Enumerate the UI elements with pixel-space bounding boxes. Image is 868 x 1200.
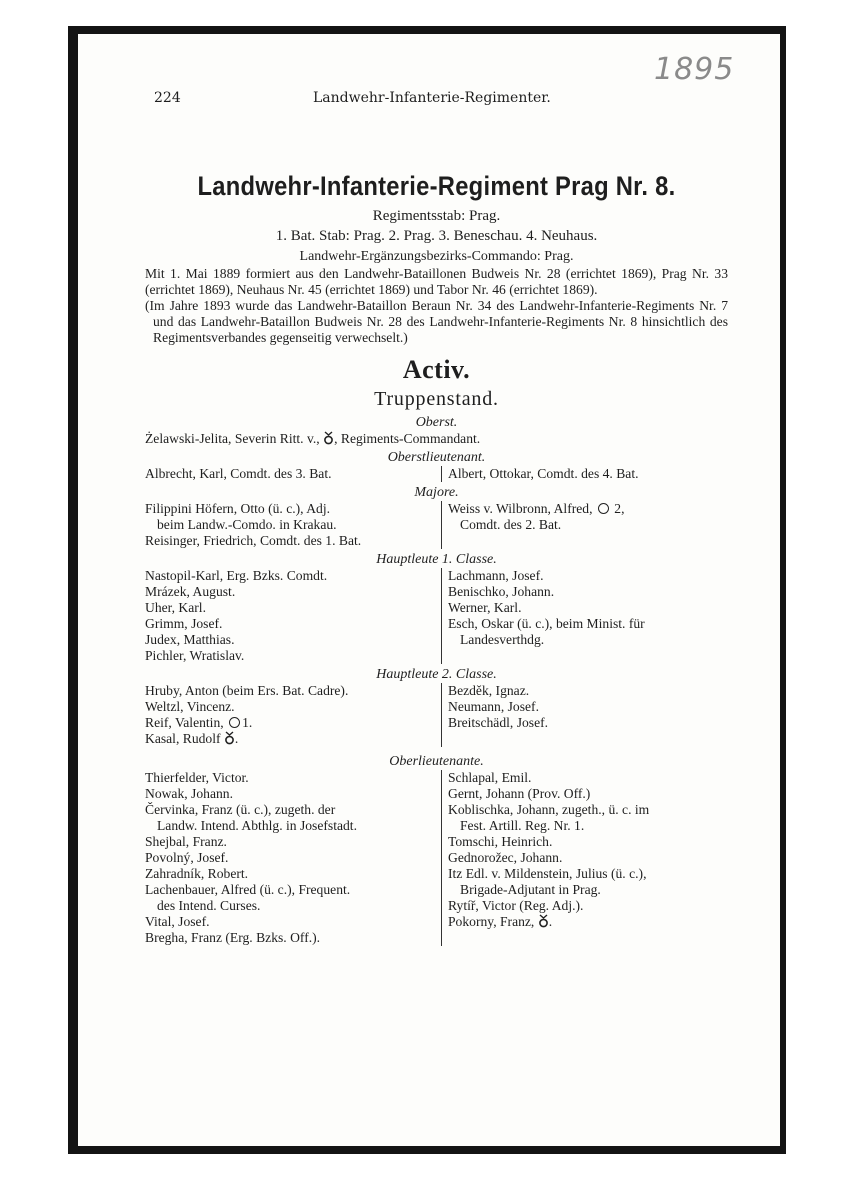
oberst-function: , Regiments-Commandant.	[334, 431, 481, 446]
entry-line: Lachenbauer, Alfred (ü. c.), Frequent.	[145, 882, 351, 897]
entry-continuation: beim Landw.-Comdo. in Krakau.	[157, 517, 337, 532]
list-item	[448, 616, 728, 648]
rank-oberlieutenante: Oberlieutenante.	[389, 754, 484, 769]
entry-line: Weiss v. Wilbronn, Alfred,	[448, 501, 593, 516]
list-item: Povolný, Josef.	[145, 850, 229, 865]
running-title: Landwehr-Infanterie-Regimenter.	[313, 90, 551, 106]
list-item: Nowak, Johann.	[145, 786, 233, 801]
regiment-title: Landwehr-Infanterie-Regiment Prag Nr. 8.	[197, 171, 676, 201]
subsection-title: Truppenstand.	[374, 388, 499, 410]
oberlieutenante-columns	[145, 770, 728, 946]
rank-majore: Majore.	[414, 485, 459, 500]
circle-order-icon	[598, 503, 609, 514]
entry-line: Červinka, Franz (ü. c.), zugeth. der	[145, 802, 336, 817]
list-item	[145, 802, 441, 834]
list-item: Hruby, Anton (beim Ers. Bat. Cadre).	[145, 683, 349, 698]
note-paragraph: (Im Jahre 1893 wurde das Landwehr-Bataillon Beraun Nr. 34 des Landwehr-Infanterie-Regiments Nr. 7 und das Landwehr-Bataillon Budweis Nr. 28 des Landwehr-Infanterie-Regiments Nr. 8 hinsichtlich des Regimentsverbandes gegenseitig verwechselt.)	[145, 298, 728, 345]
district-line: Landwehr-Ergänzungsbezirks-Commando: Prag.	[299, 249, 574, 264]
list-item: Breitschädl, Josef.	[448, 715, 549, 730]
list-item: Shejbal, Franz.	[145, 834, 227, 849]
battalion-line: 1. Bat. Stab: Prag. 2. Prag. 3. Beneschau. 4. Neuhaus.	[275, 228, 598, 244]
entry-continuation: des Intend. Curses.	[157, 898, 261, 913]
section-title: Activ.	[402, 355, 471, 384]
circle-order-icon	[229, 717, 240, 728]
hauptleute-2-columns	[145, 683, 728, 747]
list-item: Neumann, Josef.	[448, 699, 539, 714]
entry-line: Filippini Höfern, Otto (ü. c.), Adj.	[145, 501, 331, 516]
medal-ribbon-icon	[224, 731, 235, 745]
list-item: Albrecht, Karl, Comdt. des 3. Bat.	[145, 466, 332, 481]
list-item: Albert, Ottokar, Comdt. des 4. Bat.	[448, 466, 639, 481]
staff-line: Regimentsstab: Prag.	[372, 208, 501, 224]
entry-suffix: 1.	[242, 715, 253, 730]
list-item: Vital, Josef.	[145, 914, 210, 929]
entry-continuation: Landesverthdg.	[460, 632, 545, 647]
oberstleutnant-columns	[145, 466, 728, 482]
page-content	[145, 168, 728, 946]
list-item: Judex, Matthias.	[145, 632, 235, 647]
entry-line: Reif, Valentin,	[145, 715, 224, 730]
entry-line: Kasal, Rudolf	[145, 731, 221, 746]
list-item: Lachmann, Josef.	[448, 568, 544, 583]
hauptleute-1-columns	[145, 568, 728, 664]
list-item: Reisinger, Friedrich, Comdt. des 1. Bat.	[145, 533, 362, 548]
list-item	[145, 882, 441, 914]
list-item: Schlapal, Emil.	[448, 770, 532, 785]
oberst-name: Żelawski-Jelita, Severin Ritt. v.,	[145, 431, 320, 446]
list-item	[145, 731, 441, 747]
list-item	[145, 715, 441, 731]
list-item: Thierfelder, Victor.	[145, 770, 249, 785]
history-paragraph: Mit 1. Mai 1889 formiert aus den Landwehr-Bataillonen Budweis Nr. 28 (errichtet 1869), Prag Nr. 33 (errichtet 1869), Neuhaus Nr. 45 (errichtet 1869) und Tabor Nr. 46 (errichtet 1869).	[145, 266, 728, 297]
entry-line: Esch, Oskar (ü. c.), beim Minist. für	[448, 616, 645, 631]
entry-line: Koblischka, Johann, zugeth., ü. c. im	[448, 802, 650, 817]
entry-continuation: Brigade-Adjutant in Prag.	[460, 882, 601, 897]
entry-suffix: .	[234, 731, 239, 746]
entry-continuation: Comdt. des 2. Bat.	[460, 517, 562, 532]
rank-oberstleutnant: Oberstlieutenant.	[387, 450, 486, 465]
list-item: Bezděk, Ignaz.	[448, 683, 530, 698]
medal-ribbon-icon	[323, 431, 334, 445]
majore-columns	[145, 501, 728, 549]
rank-hauptleute-2: Hauptleute 2. Classe.	[376, 667, 497, 682]
list-item: Pichler, Wratislav.	[145, 648, 245, 663]
rank-oberst: Oberst.	[415, 415, 458, 430]
medal-ribbon-icon	[538, 914, 549, 928]
list-item: Grimm, Josef.	[145, 616, 223, 631]
list-item: Rytíř, Victor (Reg. Adj.).	[448, 898, 584, 913]
list-item	[145, 501, 441, 533]
list-item	[448, 866, 728, 898]
rank-hauptleute-1: Hauptleute 1. Classe.	[376, 552, 497, 567]
list-item: Zahradník, Robert.	[145, 866, 249, 881]
list-item: Mrázek, August.	[145, 584, 236, 599]
entry-continuation: Fest. Artill. Reg. Nr. 1.	[460, 818, 585, 833]
list-item: Tomschi, Heinrich.	[448, 834, 553, 849]
list-item: Gednorožec, Johann.	[448, 850, 563, 865]
list-item	[448, 501, 728, 533]
entry-suffix: 2,	[614, 501, 625, 516]
entry-continuation: Landw. Intend. Abthlg. in Josefstadt.	[157, 818, 357, 833]
entry-line: Pokorny, Franz,	[448, 914, 535, 929]
list-item	[448, 802, 728, 834]
entry-line: Itz Edl. v. Mildenstein, Julius (ü. c.),	[448, 866, 647, 881]
list-item: Nastopil-Karl, Erg. Bzks. Comdt.	[145, 568, 328, 583]
handwritten-year: 1895	[654, 52, 735, 87]
list-item: Gernt, Johann (Prov. Off.)	[448, 786, 591, 801]
list-item: Uher, Karl.	[145, 600, 206, 615]
entry-suffix: .	[548, 914, 553, 929]
page-number: 224	[154, 90, 181, 106]
list-item: Werner, Karl.	[448, 600, 522, 615]
running-header	[154, 90, 714, 110]
list-item: Bregha, Franz (Erg. Bzks. Off.).	[145, 930, 321, 945]
list-item: Weltzl, Vincenz.	[145, 699, 235, 714]
list-item: Benischko, Johann.	[448, 584, 555, 599]
list-item	[448, 914, 728, 930]
oberst-entry	[145, 431, 728, 447]
